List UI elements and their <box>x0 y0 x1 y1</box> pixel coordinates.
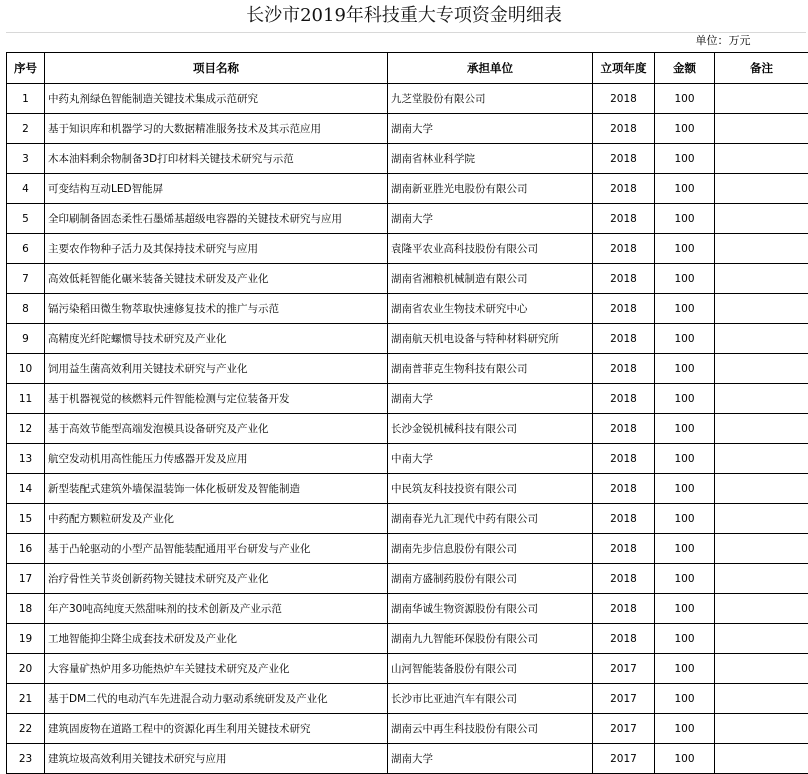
table-row <box>7 534 808 564</box>
cell-amount[interactable]: 100 <box>655 234 715 264</box>
cell-organization[interactable]: 湖南先步信息股份有限公司 <box>388 534 593 564</box>
cell-organization[interactable]: 湖南九九智能环保股份有限公司 <box>388 624 593 654</box>
cell-year[interactable]: 2018 <box>593 504 655 534</box>
cell-project-name[interactable]: 镉污染稻田微生物萃取快速修复技术的推广与示范 <box>45 294 388 324</box>
cell-amount[interactable]: 100 <box>655 384 715 414</box>
table-row <box>7 204 808 234</box>
cell-project-name[interactable]: 大容量矿热炉用多功能热炉车关键技术研究及产业化 <box>45 654 388 684</box>
cell-no[interactable]: 13 <box>7 444 45 474</box>
cell-organization[interactable]: 中民筑友科技投资有限公司 <box>388 474 593 504</box>
cell-amount[interactable]: 100 <box>655 624 715 654</box>
funding-table <box>6 52 808 774</box>
cell-no[interactable]: 20 <box>7 654 45 684</box>
cell-project-name[interactable]: 木本油料剩余物制备3D打印材料关键技术研究与示范 <box>45 144 388 174</box>
cell-no[interactable]: 6 <box>7 234 45 264</box>
cell-project-name[interactable]: 年产30吨高纯度天然甜味剂的技术创新及产业示范 <box>45 594 388 624</box>
cell-no[interactable]: 14 <box>7 474 45 504</box>
header-no[interactable]: 序号 <box>7 53 45 84</box>
header-note[interactable]: 备注 <box>715 53 808 84</box>
cell-amount[interactable]: 100 <box>655 594 715 624</box>
cell-project-name[interactable]: 饲用益生菌高效利用关键技术研究与产业化 <box>45 354 388 384</box>
cell-note[interactable] <box>715 564 808 594</box>
cell-note[interactable] <box>715 234 808 264</box>
cell-organization[interactable]: 湖南省农业生物技术研究中心 <box>388 294 593 324</box>
table-row <box>7 294 808 324</box>
cell-amount[interactable]: 100 <box>655 684 715 714</box>
header-project-name[interactable]: 项目名称 <box>45 53 388 84</box>
cell-note[interactable] <box>715 504 808 534</box>
cell-year[interactable]: 2018 <box>593 384 655 414</box>
cell-year[interactable]: 2017 <box>593 744 655 774</box>
cell-year[interactable]: 2017 <box>593 654 655 684</box>
cell-year[interactable]: 2018 <box>593 444 655 474</box>
table-row <box>7 684 808 714</box>
cell-project-name[interactable]: 基于高效节能型高端发泡模具设备研究及产业化 <box>45 414 388 444</box>
cell-no[interactable]: 4 <box>7 174 45 204</box>
cell-organization[interactable]: 湖南华诚生物资源股份有限公司 <box>388 594 593 624</box>
cell-organization[interactable]: 长沙市比亚迪汽车有限公司 <box>388 684 593 714</box>
cell-year[interactable]: 2018 <box>593 174 655 204</box>
cell-amount[interactable]: 100 <box>655 84 715 114</box>
cell-amount[interactable]: 100 <box>655 744 715 774</box>
cell-amount[interactable]: 100 <box>655 534 715 564</box>
cell-note[interactable] <box>715 84 808 114</box>
cell-note[interactable] <box>715 144 808 174</box>
cell-organization[interactable]: 湖南省林业科学院 <box>388 144 593 174</box>
cell-organization[interactable]: 九芝堂股份有限公司 <box>388 84 593 114</box>
cell-year[interactable]: 2018 <box>593 354 655 384</box>
cell-amount[interactable]: 100 <box>655 144 715 174</box>
header-organization[interactable]: 承担单位 <box>388 53 593 84</box>
table-row <box>7 384 808 414</box>
cell-amount[interactable]: 100 <box>655 324 715 354</box>
cell-note[interactable] <box>715 174 808 204</box>
cell-project-name[interactable]: 建筑固废物在道路工程中的资源化再生利用关键技术研究 <box>45 714 388 744</box>
cell-no[interactable]: 9 <box>7 324 45 354</box>
cell-note[interactable] <box>715 204 808 234</box>
table-title: 长沙市2019年科技重大专项资金明细表 <box>246 5 562 26</box>
cell-project-name[interactable]: 基于凸轮驱动的小型产品智能装配通用平台研发与产业化 <box>45 534 388 564</box>
cell-organization[interactable]: 湖南新亚胜光电股份有限公司 <box>388 174 593 204</box>
cell-no[interactable]: 7 <box>7 264 45 294</box>
cell-no[interactable]: 12 <box>7 414 45 444</box>
cell-no[interactable]: 15 <box>7 504 45 534</box>
cell-year[interactable]: 2018 <box>593 474 655 504</box>
table-row <box>7 264 808 294</box>
cell-amount[interactable]: 100 <box>655 114 715 144</box>
cell-note[interactable] <box>715 624 808 654</box>
cell-no[interactable]: 1 <box>7 84 45 114</box>
cell-no[interactable]: 8 <box>7 294 45 324</box>
cell-organization[interactable]: 湖南省湘粮机械制造有限公司 <box>388 264 593 294</box>
cell-project-name[interactable]: 基于知识库和机器学习的大数据精准服务技术及其示范应用 <box>45 114 388 144</box>
cell-amount[interactable]: 100 <box>655 564 715 594</box>
cell-year[interactable]: 2018 <box>593 324 655 354</box>
cell-amount[interactable]: 100 <box>655 174 715 204</box>
table-row <box>7 444 808 474</box>
cell-no[interactable]: 2 <box>7 114 45 144</box>
cell-project-name[interactable]: 全印刷制备固态柔性石墨烯基超级电容器的关键技术研究与应用 <box>45 204 388 234</box>
cell-no[interactable]: 10 <box>7 354 45 384</box>
cell-organization[interactable]: 山河智能装备股份有限公司 <box>388 654 593 684</box>
table-row <box>7 174 808 204</box>
cell-organization[interactable]: 湖南方盛制药股份有限公司 <box>388 564 593 594</box>
cell-note[interactable] <box>715 324 808 354</box>
cell-no[interactable]: 11 <box>7 384 45 414</box>
cell-no[interactable]: 22 <box>7 714 45 744</box>
table-row <box>7 504 808 534</box>
cell-project-name[interactable]: 建筑垃圾高效利用关键技术研究与应用 <box>45 744 388 774</box>
cell-amount[interactable]: 100 <box>655 504 715 534</box>
cell-project-name[interactable]: 基于DM二代的电动汽车先进混合动力驱动系统研发及产业化 <box>45 684 388 714</box>
cell-no[interactable]: 16 <box>7 534 45 564</box>
cell-organization[interactable]: 湖南航天机电设备与特种材料研究所 <box>388 324 593 354</box>
cell-organization[interactable]: 湖南春光九汇现代中药有限公司 <box>388 504 593 534</box>
cell-note[interactable] <box>715 744 808 774</box>
table-row <box>7 474 808 504</box>
cell-organization[interactable]: 湖南普菲克生物科技有限公司 <box>388 354 593 384</box>
header-row <box>7 53 808 84</box>
table-row <box>7 564 808 594</box>
cell-no[interactable]: 21 <box>7 684 45 714</box>
header-year[interactable]: 立项年度 <box>593 53 655 84</box>
cell-year[interactable]: 2018 <box>593 534 655 564</box>
cell-organization[interactable]: 湖南大学 <box>388 384 593 414</box>
cell-note[interactable] <box>715 114 808 144</box>
cell-year[interactable]: 2018 <box>593 114 655 144</box>
table-row <box>7 654 808 684</box>
cell-no[interactable]: 17 <box>7 564 45 594</box>
cell-organization[interactable]: 袁隆平农业高科技股份有限公司 <box>388 234 593 264</box>
cell-amount[interactable]: 100 <box>655 414 715 444</box>
cell-organization[interactable]: 湖南大学 <box>388 204 593 234</box>
cell-organization[interactable]: 中南大学 <box>388 444 593 474</box>
cell-project-name[interactable]: 中药丸剂绿色智能制造关键技术集成示范研究 <box>45 84 388 114</box>
table-row <box>7 414 808 444</box>
table-row <box>7 84 808 114</box>
cell-no[interactable]: 23 <box>7 744 45 774</box>
cell-year[interactable]: 2017 <box>593 684 655 714</box>
cell-note[interactable] <box>715 474 808 504</box>
cell-project-name[interactable]: 可变结构互动LED智能屏 <box>45 174 388 204</box>
cell-project-name[interactable]: 航空发动机用高性能压力传感器开发及应用 <box>45 444 388 474</box>
cell-year[interactable]: 2018 <box>593 264 655 294</box>
cell-no[interactable]: 19 <box>7 624 45 654</box>
cell-project-name[interactable]: 治疗骨性关节炎创新药物关键技术研究及产业化 <box>45 564 388 594</box>
cell-note[interactable] <box>715 414 808 444</box>
cell-year[interactable]: 2018 <box>593 564 655 594</box>
cell-year[interactable]: 2018 <box>593 84 655 114</box>
cell-no[interactable]: 5 <box>7 204 45 234</box>
table-row <box>7 624 808 654</box>
cell-organization[interactable]: 湖南云中再生科技股份有限公司 <box>388 714 593 744</box>
cell-note[interactable] <box>715 354 808 384</box>
cell-organization[interactable]: 湖南大学 <box>388 744 593 774</box>
cell-amount[interactable]: 100 <box>655 714 715 744</box>
cell-amount[interactable]: 100 <box>655 354 715 384</box>
cell-organization[interactable]: 长沙金锐机械科技有限公司 <box>388 414 593 444</box>
cell-project-name[interactable]: 高精度光纤陀螺惯导技术研究及产业化 <box>45 324 388 354</box>
table-row <box>7 234 808 264</box>
cell-year[interactable]: 2018 <box>593 294 655 324</box>
cell-year[interactable]: 2018 <box>593 414 655 444</box>
cell-year[interactable]: 2018 <box>593 594 655 624</box>
cell-year[interactable]: 2018 <box>593 624 655 654</box>
cell-no[interactable]: 3 <box>7 144 45 174</box>
cell-year[interactable]: 2018 <box>593 204 655 234</box>
table-row <box>7 354 808 384</box>
cell-year[interactable]: 2018 <box>593 234 655 264</box>
cell-note[interactable] <box>715 294 808 324</box>
cell-project-name[interactable]: 中药配方颗粒研发及产业化 <box>45 504 388 534</box>
cell-project-name[interactable]: 新型装配式建筑外墙保温装饰一体化板研发及智能制造 <box>45 474 388 504</box>
cell-note[interactable] <box>715 594 808 624</box>
table-row <box>7 144 808 174</box>
cell-note[interactable] <box>715 264 808 294</box>
cell-note[interactable] <box>715 684 808 714</box>
cell-year[interactable]: 2017 <box>593 714 655 744</box>
cell-note[interactable] <box>715 534 808 564</box>
cell-note[interactable] <box>715 654 808 684</box>
table-row <box>7 114 808 144</box>
cell-amount[interactable]: 100 <box>655 264 715 294</box>
cell-no[interactable]: 18 <box>7 594 45 624</box>
cell-amount[interactable]: 100 <box>655 654 715 684</box>
cell-organization[interactable]: 湖南大学 <box>388 114 593 144</box>
cell-project-name[interactable]: 工地智能抑尘降尘成套技术研发及产业化 <box>45 624 388 654</box>
unit-label: 单位：万元 <box>695 34 751 47</box>
cell-project-name[interactable]: 基于机器视觉的核燃料元件智能检测与定位装备开发 <box>45 384 388 414</box>
cell-note[interactable] <box>715 444 808 474</box>
table-row <box>7 744 808 774</box>
cell-note[interactable] <box>715 384 808 414</box>
header-amount[interactable]: 金额 <box>655 53 715 84</box>
cell-year[interactable]: 2018 <box>593 144 655 174</box>
cell-amount[interactable]: 100 <box>655 474 715 504</box>
cell-amount[interactable]: 100 <box>655 444 715 474</box>
table-row <box>7 324 808 354</box>
cell-note[interactable] <box>715 714 808 744</box>
cell-amount[interactable]: 100 <box>655 294 715 324</box>
table-row <box>7 714 808 744</box>
cell-project-name[interactable]: 主要农作物种子活力及其保持技术研究与应用 <box>45 234 388 264</box>
table-row <box>7 594 808 624</box>
cell-project-name[interactable]: 高效低耗智能化碾米装备关键技术研发及产业化 <box>45 264 388 294</box>
cell-amount[interactable]: 100 <box>655 204 715 234</box>
